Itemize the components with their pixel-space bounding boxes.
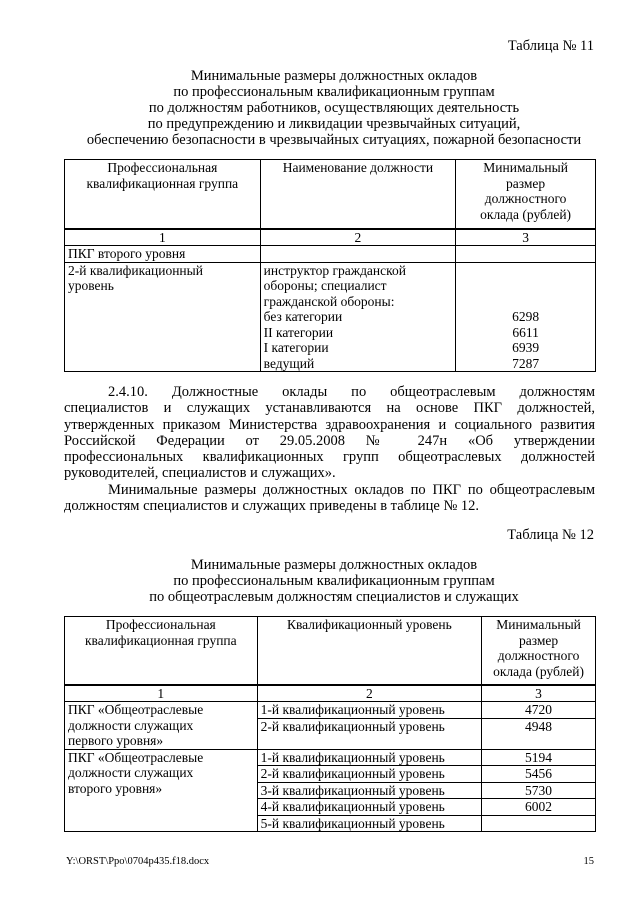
col-number: 3 [456,229,596,246]
header-text: Минимальный [496,617,581,632]
title-line: по должностям работников, осуществляющих деятельность [148,100,520,116]
level-text: 2-й квалификационный [68,262,203,278]
header-text: квалификационная группа [86,175,239,191]
group-name-cell [65,702,258,750]
title-line: по профессиональным квалификационным группам [173,84,495,100]
para-line: должностям специалистов и служащих приведены в таблице № 12. [64,498,480,515]
title-line: по профессиональным квалификационным группам [173,573,495,589]
level-cell [65,262,261,372]
table-11-title [40,68,628,148]
positions-cell [260,262,456,372]
position-text: ведущий [263,355,315,371]
col-number: 3 [482,685,596,702]
position-text: гражданской обороны: [263,293,395,309]
title-line: обеспечению безопасности в чрезвычайных ситуациях, пожарной безопасности [86,132,582,148]
header-text: квалификационная группа [84,632,237,648]
footer-page-number: 15 [583,856,594,867]
level-text: уровень [68,278,114,293]
salary-value: 5194 [482,749,596,766]
title-line: по предупреждению и ликвидации чрезвычайных ситуаций, [147,116,521,132]
salary-value: 6611 [512,324,539,340]
level-cell: 1-й квалификационный уровень [257,749,481,766]
position-text: обороны; специалист [263,278,387,293]
group-name-text: должности служащих [68,717,194,733]
empty-cell [260,246,456,263]
group-name-text: второго уровня» [68,780,163,796]
para-line: Российской Федерации от 29.05.2008 № 247н «Об утверждении [64,432,595,449]
header-col1 [65,617,258,685]
group-name-text: ПКГ «Общеотраслевые [68,749,204,765]
group-name-text: ПКГ «Общеотраслевые [68,702,204,717]
salary-value: 6298 [512,309,540,324]
empty-cell [456,246,596,263]
table-12-label: Таблица № 12 [507,527,594,543]
header-text: должностного [497,648,580,663]
table-11 [64,159,596,372]
table-11-label: Таблица № 11 [507,38,594,54]
header-text: должностного [484,191,567,206]
salary-value: 4720 [482,702,596,719]
salary-value: 5730 [482,782,596,799]
salary-value: 5456 [482,766,596,783]
salary-value: 4948 [482,718,596,749]
salaries-cell [456,262,596,372]
salary-value: 6002 [482,799,596,816]
level-cell: 1-й квалификационный уровень [257,702,481,719]
header-text: размер [506,175,546,191]
col-number: 2 [257,685,481,702]
table-12-title [40,557,628,605]
table-12 [64,616,596,832]
paragraph-2-4-10 [64,384,595,514]
group-row: ПКГ второго уровня [65,246,261,263]
level-cell: 2-й квалификационный уровень [257,766,481,783]
header-text: Профессиональная [105,617,216,632]
header-col3 [482,617,596,685]
header-col2: Квалификационный уровень [257,617,481,685]
position-text: без категории [263,309,343,324]
col-number: 1 [65,229,261,246]
salary-value: 6939 [512,340,540,355]
para-line: 2.4.10. Должностные оклады по общеотраслевым должностям [108,384,595,400]
group-name-text: должности служащих [68,765,194,780]
group-name-cell [65,749,258,832]
header-col1 [65,160,261,229]
footer-file-path: Y:\ORST\Ppo\0704p435.f18.docx [66,856,210,867]
header-text: оклада (рублей) [493,663,584,679]
header-col2: Наименование должности [260,160,456,229]
level-cell: 5-й квалификационный уровень [257,815,481,832]
position-text: II категории [263,324,334,340]
title-line: по общеотраслевым должностям специалистов и служащих [149,589,519,605]
para-line: профессиональных квалификационных групп общеотраслевых должностей [64,449,595,466]
header-text: размер [518,632,559,648]
col-number: 1 [65,685,258,702]
group-name-text: первого уровня» [68,733,164,748]
salary-value [482,815,596,832]
header-text: оклада (рублей) [480,206,572,222]
para-line: руководителей, специалистов и служащих». [64,465,336,482]
header-text: Профессиональная [107,160,218,175]
para-line: Минимальные размеры должностных окладов по ПКГ по общеотраслевым [108,481,595,498]
para-line: утвержденных приказом Министерства здравоохранения и социального развития [64,416,595,433]
position-text: инструктор гражданской [263,262,406,278]
para-line: специалистов и служащих устанавливаются на основе ПКГ должностей, [64,400,595,417]
title-line: Минимальные размеры должностных окладов [190,557,478,573]
col-number: 2 [260,229,456,246]
level-cell: 3-й квалификационный уровень [257,782,481,799]
header-col3 [456,160,596,229]
title-line: Минимальные размеры должностных окладов [190,68,478,84]
level-cell: 2-й квалификационный уровень [257,718,481,749]
header-text: Минимальный [483,160,568,175]
level-cell: 4-й квалификационный уровень [257,799,481,816]
salary-value: 7287 [512,355,540,371]
position-text: I категории [263,340,329,355]
